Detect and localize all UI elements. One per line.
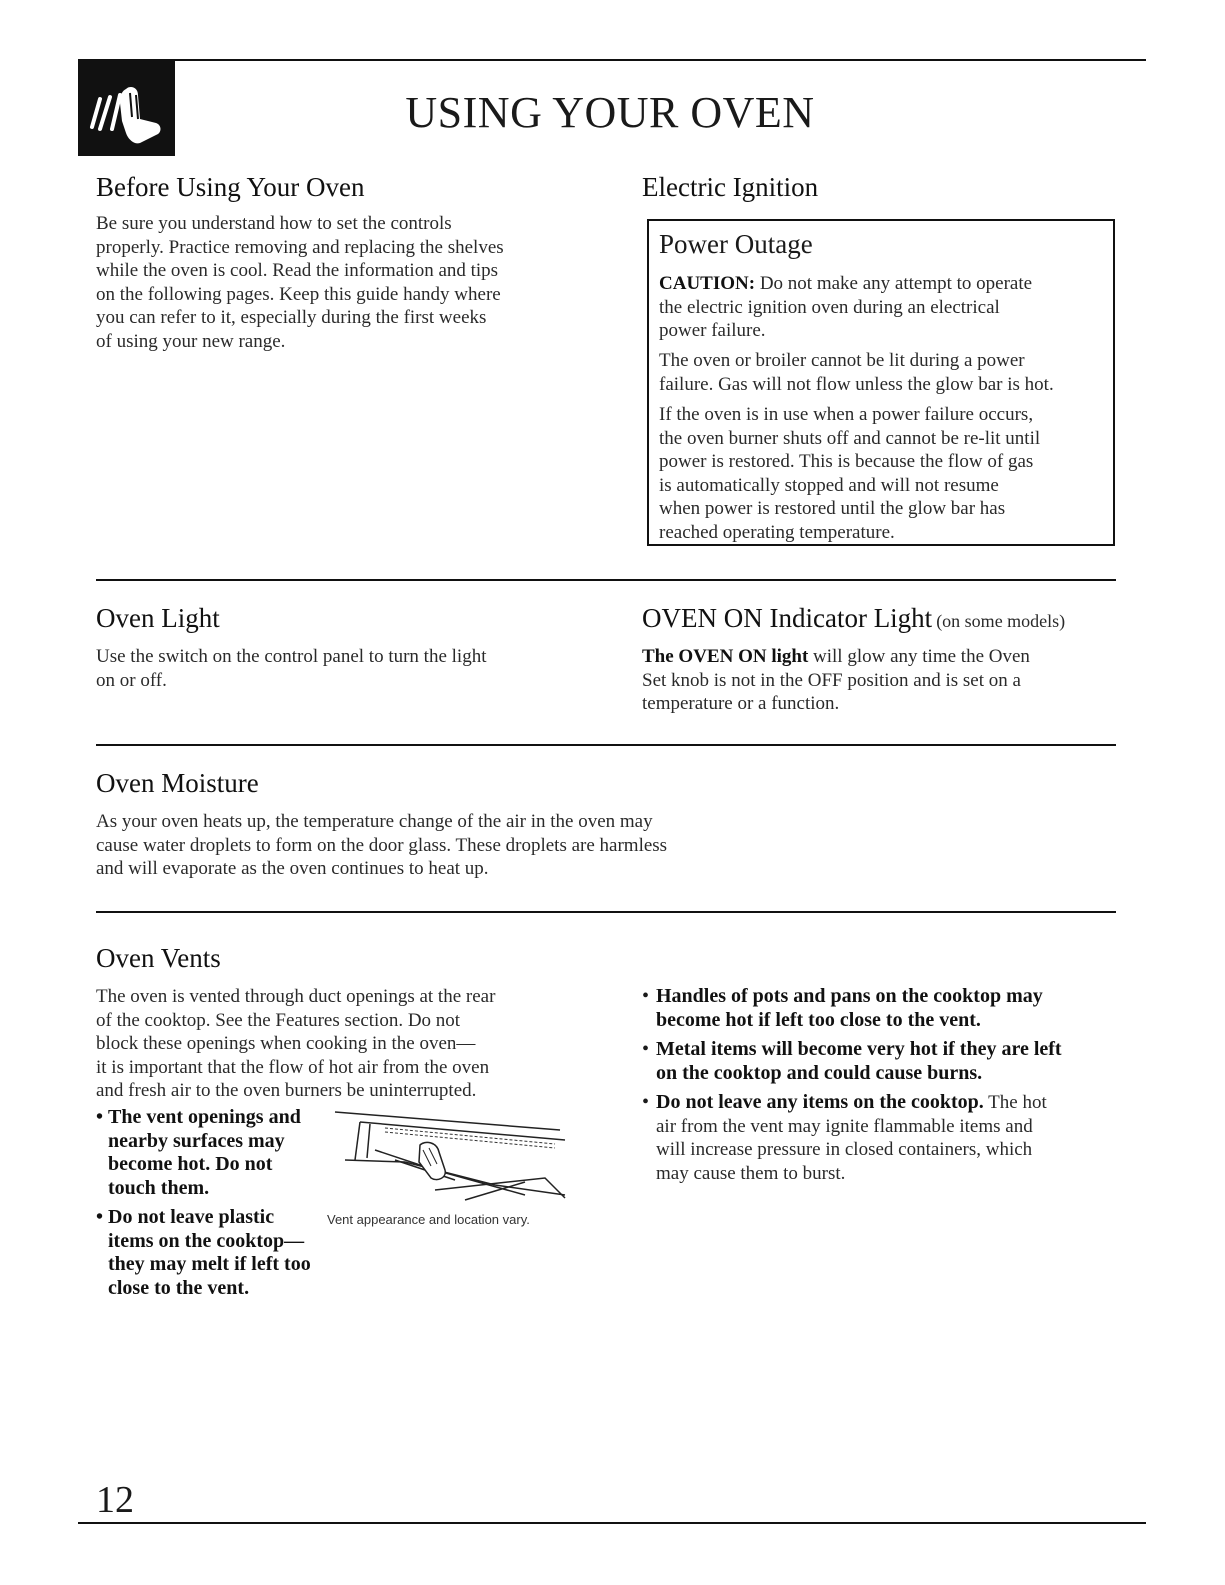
text-line: Use the switch on the control panel to turn the light xyxy=(96,646,487,667)
oven-on-text xyxy=(642,645,1112,716)
page-number: 12 xyxy=(96,1479,134,1521)
page-title: USING YOUR OVEN xyxy=(405,88,815,137)
vent-right-bullet-3 xyxy=(642,1091,1112,1185)
text-line: close to the vent. xyxy=(108,1276,250,1299)
text-line: become hot. Do not xyxy=(108,1153,273,1175)
text-line: Be sure you understand how to set the controls xyxy=(96,213,452,234)
oven-vents-text xyxy=(96,985,596,1103)
text-line: air from the vent may ignite flammable items and xyxy=(656,1115,1033,1137)
text-line: power failure. xyxy=(659,320,766,341)
text-line: will glow any time the Oven xyxy=(808,646,1030,667)
text-line: and will evaporate as the oven continues to heat up. xyxy=(96,858,489,879)
text-line: is automatically stopped and will not resume xyxy=(659,474,999,496)
text-line: the electric ignition oven during an electrical xyxy=(659,296,1000,318)
text-line: become hot if left too close to the vent. xyxy=(656,1008,981,1031)
text-line: Do not leave plastic xyxy=(108,1206,275,1228)
text-line: the oven burner shuts off and cannot be re-lit until xyxy=(659,427,1041,449)
text-line: Set knob is not in the OFF position and is set on a xyxy=(642,669,1021,691)
text-line: cause water droplets to form on the door glass. These droplets are harmless xyxy=(96,834,668,856)
oven-light-text xyxy=(96,645,596,692)
bullet-dot: • xyxy=(642,1038,650,1060)
before-using-heading: Before Using Your Oven xyxy=(96,172,365,202)
text-line: failure. Gas will not flow unless the glow bar is hot. xyxy=(659,373,1054,395)
vent-right-bullet-1 xyxy=(642,985,1112,1032)
text-line: on or off. xyxy=(96,669,167,691)
power-outage-title: Power Outage xyxy=(659,229,813,259)
vent-caption: Vent appearance and location vary. xyxy=(327,1212,530,1227)
oven-on-heading-note: (on some models) xyxy=(936,611,1066,631)
text-line: nearby surfaces may xyxy=(108,1129,285,1152)
text-line: power is restored. This is because the flow of gas xyxy=(659,451,1034,472)
text-line: of the cooktop. See the Features section. Do not xyxy=(96,1009,461,1031)
bullet-dot: • xyxy=(642,985,650,1007)
text-line: when power is restored until the glow bar has xyxy=(659,498,1006,519)
text-line: temperature or a function. xyxy=(642,693,840,714)
text-line: As your oven heats up, the temperature change of the air in the oven may xyxy=(96,811,653,832)
text-line: touch them. xyxy=(108,1176,210,1199)
vent-illustration xyxy=(315,1100,580,1210)
bullet-lead: Do not leave any items on the cooktop. xyxy=(656,1091,984,1113)
vent-bullet-2 xyxy=(96,1206,346,1300)
vent-right-bullet-2 xyxy=(642,1038,1112,1085)
text-line: The hot xyxy=(983,1092,1047,1113)
text-line: block these openings when cooking in the oven— xyxy=(96,1033,476,1054)
oven-light-heading: Oven Light xyxy=(96,603,220,633)
text-line: If the oven is in use when a power failure occurs, xyxy=(659,404,1034,425)
outage-paragraph-2 xyxy=(659,349,1111,396)
section-divider xyxy=(96,911,1116,913)
section-divider xyxy=(96,579,1116,581)
oven-moisture-text xyxy=(96,810,796,881)
text-line: items on the cooktop— xyxy=(108,1229,305,1252)
oven-vents-heading: Oven Vents xyxy=(96,943,221,973)
section-divider xyxy=(96,744,1116,746)
before-using-text xyxy=(96,212,586,353)
text-line: of using your new range. xyxy=(96,330,286,352)
text-line: and fresh air to the oven burners be uninterrupted. xyxy=(96,1080,477,1101)
power-outage-box xyxy=(647,219,1115,546)
text-line: The oven is vented through duct openings at the rear xyxy=(96,986,496,1007)
bottom-rule xyxy=(78,1522,1146,1524)
bullet-dot: • xyxy=(96,1106,104,1128)
text-line: The oven or broiler cannot be lit during a power xyxy=(659,350,1025,371)
vent-bullet-1 xyxy=(96,1106,336,1200)
vent-right-bullets xyxy=(642,985,1112,1185)
text-line: it is important that the flow of hot air from the oven xyxy=(96,1056,490,1078)
text-line: reached operating temperature. xyxy=(659,521,895,543)
text-line: properly. Practice removing and replacing the shelves xyxy=(96,236,504,258)
text-line: while the oven is cool. Read the information and tips xyxy=(96,260,499,281)
text-line: The vent openings and xyxy=(108,1106,301,1128)
oven-on-heading: OVEN ON Indicator Light xyxy=(642,603,933,633)
text-line: will increase pressure in closed containers, which xyxy=(656,1139,1033,1160)
oven-on-lead: The OVEN ON light xyxy=(642,646,809,667)
hand-pointer-icon xyxy=(78,59,175,156)
oven-moisture-heading: Oven Moisture xyxy=(96,768,259,798)
text-line: Do not make any attempt to operate xyxy=(755,273,1033,294)
caution-paragraph xyxy=(659,272,1111,343)
text-line: they may melt if left too xyxy=(108,1253,311,1275)
text-line: on the cooktop and could cause burns. xyxy=(656,1061,983,1084)
top-rule xyxy=(78,59,1146,61)
text-line: on the following pages. Keep this guide handy where xyxy=(96,283,501,305)
electric-ignition-heading: Electric Ignition xyxy=(642,172,819,202)
bullet-dot: • xyxy=(96,1206,104,1228)
oven-on-heading-wrap xyxy=(642,603,1065,634)
bullet-dot: • xyxy=(642,1091,650,1113)
text-line: you can refer to it, especially during the first weeks xyxy=(96,307,487,328)
text-line: Metal items will become very hot if they are left xyxy=(656,1038,1062,1060)
outage-paragraph-3 xyxy=(659,403,1111,544)
text-line: Handles of pots and pans on the cooktop may xyxy=(656,985,1043,1007)
caution-label: CAUTION: xyxy=(659,273,756,294)
text-line: may cause them to burst. xyxy=(656,1162,846,1184)
